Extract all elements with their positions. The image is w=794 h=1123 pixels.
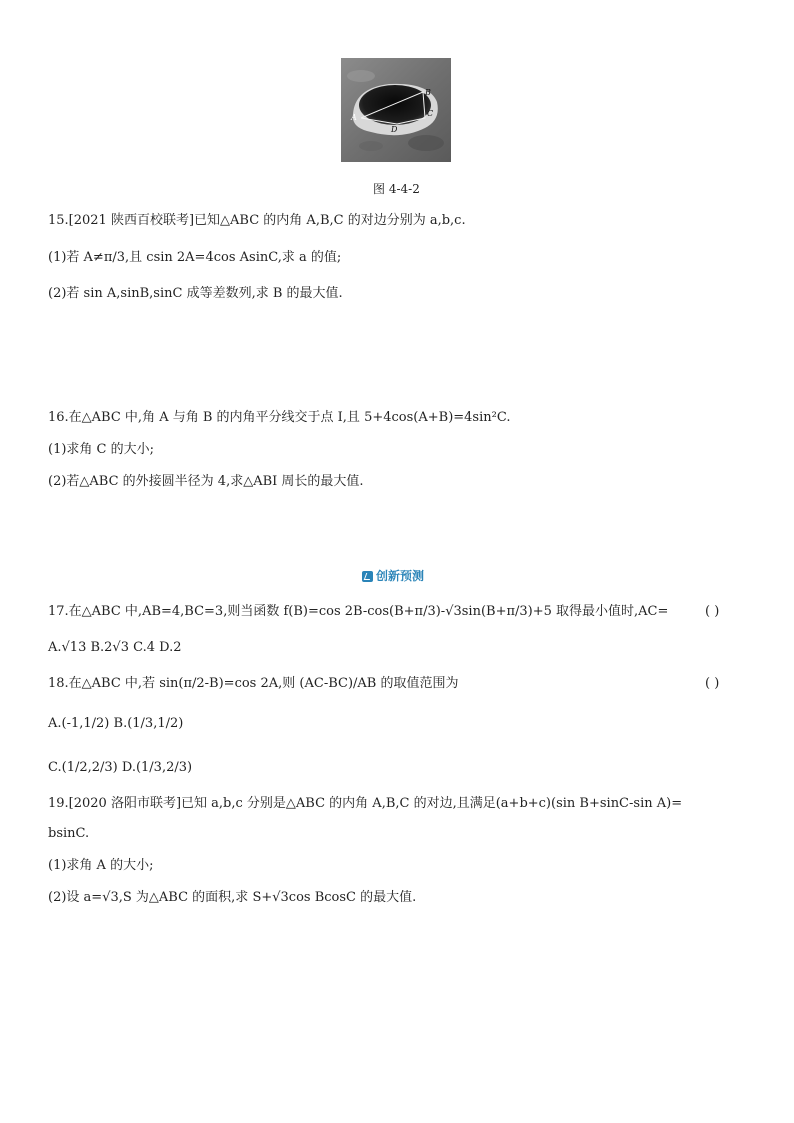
q17-options: A.√13 B.2√3 C.4 D.2 <box>48 640 182 655</box>
q16-part2: (2)若△ABC 的外接圆半径为 4,求△ABI 周长的最大值. <box>48 474 364 489</box>
q18-answer-bracket: ( ) <box>705 676 720 691</box>
section-title: 创新预测 <box>376 569 425 583</box>
q15-part1: (1)若 A≠π/3,且 csin 2A=4cos AsinC,求 a 的值; <box>48 250 342 265</box>
q16-stem: 16.在△ABC 中,角 A 与角 B 的内角平分线交于点 I,且 5+4cos(A+B)=4sin²C. <box>48 410 511 425</box>
q17-stem: 17.在△ABC 中,AB=4,BC=3,则当函数 f(B)=cos 2B-cos(B+π/3)-√3sin(B+π/3)+5 取得最小值时,AC= <box>48 604 669 619</box>
pencil-icon <box>362 571 373 582</box>
point-c-label: C <box>427 109 434 118</box>
point-d-label: D <box>391 125 398 134</box>
figure-caption: 图 4-4-2 <box>373 182 420 196</box>
q16-part1: (1)求角 C 的大小; <box>48 442 155 457</box>
q19-stem-line2: bsinC. <box>48 826 90 841</box>
section-header <box>362 568 424 584</box>
q17-answer-bracket: ( ) <box>705 604 720 619</box>
sinkhole-photo <box>341 58 451 162</box>
q15-part2: (2)若 sin A,sinB,sinC 成等差数列,求 B 的最大值. <box>48 286 343 301</box>
point-a-label: A <box>351 113 357 122</box>
q18-options-ab: A.(-1,1/2) B.(1/3,1/2) <box>48 716 184 731</box>
q19-part2: (2)设 a=√3,S 为△ABC 的面积,求 S+√3cos BcosC 的最大值. <box>48 890 417 905</box>
q18-options-cd: C.(1/2,2/3) D.(1/3,2/3) <box>48 760 193 775</box>
q15-stem: 15.[2021 陕西百校联考]已知△ABC 的内角 A,B,C 的对边分别为 a,b,c. <box>48 213 466 228</box>
point-b-label: B <box>425 88 431 97</box>
q19-part1: (1)求角 A 的大小; <box>48 858 154 873</box>
q19-stem-line1: 19.[2020 洛阳市联考]已知 a,b,c 分别是△ABC 的内角 A,B,C 的对边,且满足(a+b+c)(sin B+sinC-sin A)= <box>48 796 683 811</box>
q18-stem: 18.在△ABC 中,若 sin(π/2-B)=cos 2A,则 (AC-BC)/AB 的取值范围为 <box>48 676 459 691</box>
